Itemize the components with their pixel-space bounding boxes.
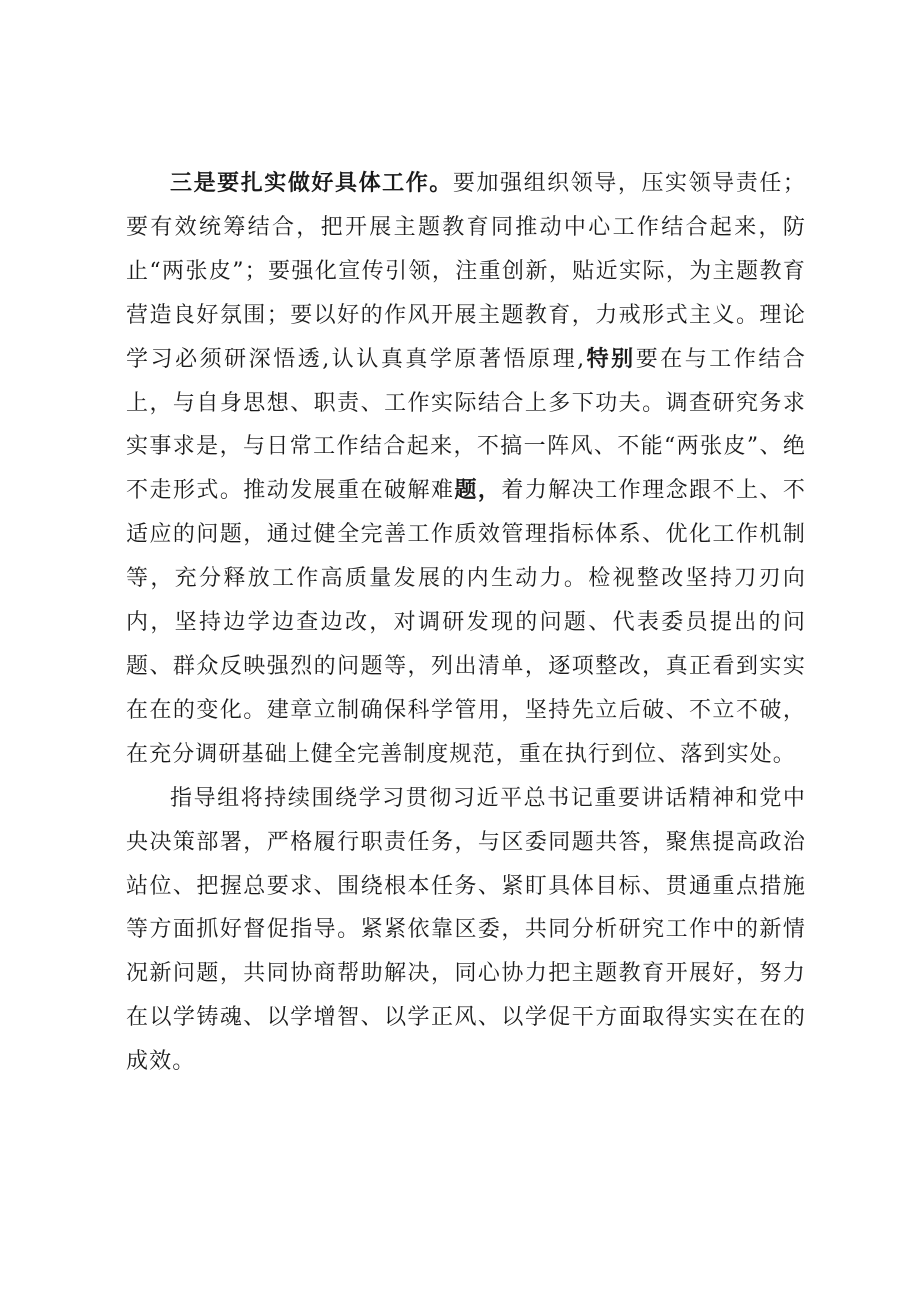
paragraph-1 [126, 162, 806, 777]
paragraph-1-segment-2: 要在与工作结合上，与自身思想、职责、工作实际结合上多下功夫。调查研究务求实事求是，与日常工作结合起来，不搞一阵风、不能“两张皮”、绝不走形式。推动发展重在破解难 [126, 346, 806, 504]
paragraph-1-bold-2: 题， [454, 477, 502, 504]
paragraph-1-segment-3: 着力解决工作理念跟不上、不适应的问题，通过健全完善工作质效管理指标体系、优化工作机制等，充分释放工作高质量发展的内生动力。检视整改坚持刀刃向内，坚持边学边查边改，对调研发现的问题、代表委员提出的问题、群众反映强烈的问题等，列出清单，逐项整改，真正看到实实在在的变化。建章立制确保科学管用，坚持先立后破、不立不破，在充分调研基础上健全完善制度规范，重在执行到位、落到实处。 [126, 478, 806, 767]
paragraph-2: 指导组将持续围绕学习贯彻习近平总书记重要讲话精神和党中央决策部署，严格履行职责任务，与区委同题共答，聚焦提高政治站位、把握总要求、围绕根本任务、紧盯具体目标、贯通重点措施等方面抓好督促指导。紧紧依靠区委，共同分析研究工作中的新情况新问题，共同协商帮助解决，同心协力把主题教育开展好，努力在以学铸魂、以学增智、以学正风、以学促干方面取得实实在在的成效。 [126, 785, 806, 1075]
document-body [126, 162, 806, 1084]
paragraph-1-lead: 三是要扎实做好具体工作。 [170, 170, 453, 196]
paragraph-1-bold-1: 特别 [585, 345, 636, 372]
paragraph-1-segment-1: 要加强组织领导，压实领导责任；要有效统筹结合，把开展主题教育同推动中心工作结合起来，防止“两张皮”；要强化宣传引领，注重创新，贴近实际，为主题教育营造良好氛围；要以好的作风开展主题教育，力戒形式主义。理论学习必须研深悟透,认认真真学原著悟原理, [126, 171, 806, 372]
